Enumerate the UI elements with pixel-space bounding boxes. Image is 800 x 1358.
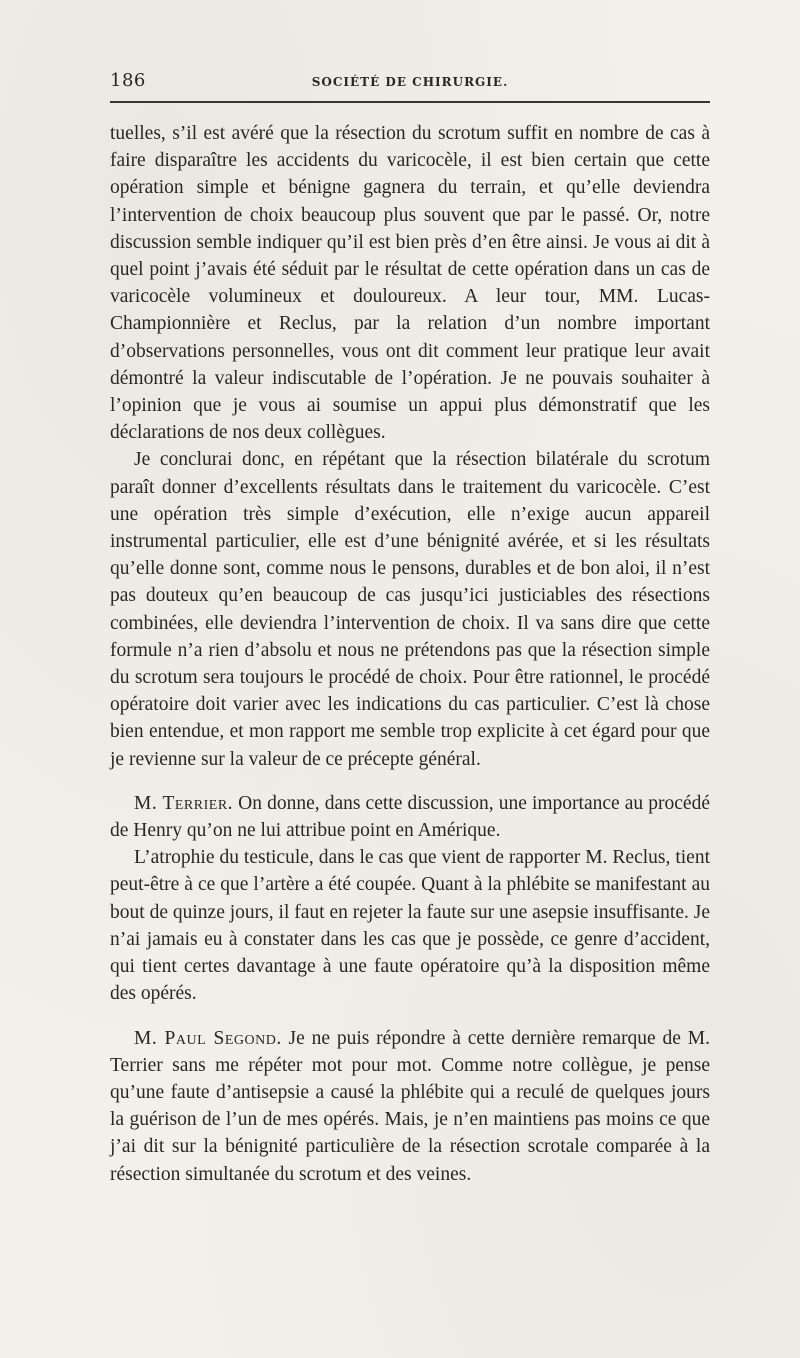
segond-reply: Je ne puis répondre à cette dernière remarque de M. Terrier sans me répéter mot pour mot. Comme notre collègue, je pense qu’une faute d’antisepsie a causé la phlébite qui a reculé de quelques jours la guérison de l’un de mes opérés. Mais, je n’en maintiens pas moins ce que j’ai dit sur la bénignité particulière de la résection scrotale comparée à la résection simultanée du scrotum et des veines. bbox=[110, 1027, 710, 1185]
terrier-remark: On donne, dans cette discussion, une importance au procédé de Henry qu’on ne lui attribue point en Amérique. bbox=[110, 792, 710, 842]
header-rule bbox=[110, 101, 710, 103]
paragraph-continuation: tuelles, s’il est avéré que la résection du scrotum suffit en nombre de cas à faire disparaître les accidents du varicocèle, il est bien certain que cette opération simple et bénigne gagnera du terrain, et qu’elle deviendra l’intervention de choix beaucoup plus souvent que par le passé. Or, notre discussion semble indiquer qu’il est bien près d’en être ainsi. Je vous ai dit à quel point j’avais été séduit par le résultat de cette opération dans un cas de varicocèle volumineux et douloureux. A leur tour, MM. Lucas-Championnière et Reclus, par la relation d’un nombre important d’observations personnelles, vous ont dit comment leur pratique leur avait démontré la valeur indiscutable de l’opération. Je ne pouvais souhaiter à l’opinion que je vous ai soumise un appui plus démonstratif que les déclarations de nos deux collègues. bbox=[110, 123, 710, 444]
page-number: 186 bbox=[110, 70, 146, 91]
running-title: SOCIÉTÉ DE CHIRURGIE. bbox=[311, 75, 509, 89]
paragraph-segond bbox=[110, 1025, 710, 1188]
paragraph-atrophy: L’atrophie du testicule, dans le cas que vient de rapporter M. Reclus, tient peut-être à ce que l’artère a été coupée. Quant à la phlébite se manifestant au bout de quinze jours, il faut en rejeter la faute sur une asepsie insuffisante. Je n’ai jamais eu à constater dans les cas que je possède, ce genre d’accident, qui tient certes davantage à une faute opératoire qu’à la disposition même des opérés. bbox=[110, 847, 710, 1005]
body-text bbox=[110, 120, 710, 1188]
paragraph-terrier bbox=[110, 790, 710, 844]
speaker-terrier: M. Terrier. bbox=[134, 792, 234, 814]
paragraph-conclusion: Je conclurai donc, en répétant que la résection bilatérale du scrotum paraît donner d’excellents résultats dans le traitement du varicocèle. C’est une opération très simple d’exécution, elle n’exige aucun appareil instrumental particulier, elle est d’une bénignité avérée, et si les résultats qu’elle donne sont, comme nous le pensons, durables et de bon aloi, il n’est pas douteux qu’en beaucoup de cas jusqu’ici justiciables des résections combinées, elle deviendra l’intervention de choix. Il va sans dire que cette formule n’a rien d’absolu et nous ne prétendons pas que la résection simple du scrotum sera toujours le procédé de choix. Pour être rationnel, le procédé opératoire doit varier avec les indications du cas particulier. C’est là chose bien entendue, et mon rapport me semble trop explicite à cet égard pour que je revienne sur la valeur de ce précepte général. bbox=[110, 449, 710, 770]
speaker-segond: M. Paul Segond. bbox=[134, 1027, 282, 1049]
page-header bbox=[110, 70, 710, 96]
